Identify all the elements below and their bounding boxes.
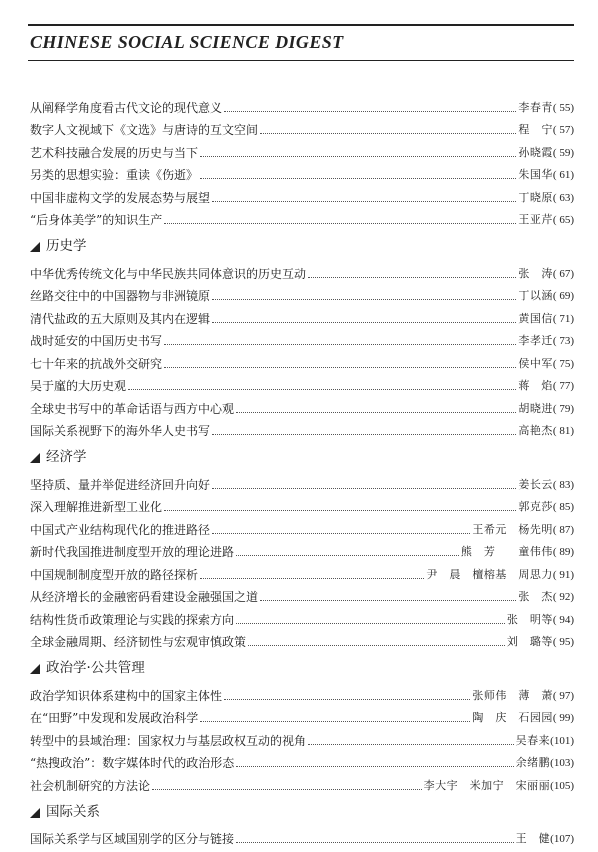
toc-entry[interactable]	[30, 627, 574, 650]
entry-page-number: ( 99)	[552, 712, 574, 724]
entry-page-number: (101)	[550, 734, 574, 747]
dot-leader	[164, 222, 516, 224]
section-heading	[30, 227, 574, 258]
toc-entry[interactable]	[30, 492, 574, 515]
dot-leader	[152, 788, 422, 790]
toc-entry[interactable]	[30, 537, 574, 560]
dot-leader	[236, 411, 516, 413]
dot-leader	[224, 698, 470, 700]
dot-leader	[236, 554, 459, 556]
entry-title: 丝路交往中的中国器物与非洲镜原	[30, 289, 211, 303]
entry-page-number: ( 67)	[552, 267, 574, 280]
toc-entry[interactable]	[30, 393, 574, 416]
entry-author: 余绪鹏	[515, 756, 551, 769]
toc-entry[interactable]	[30, 92, 574, 115]
entry-title: “热搜政治”：数字媒体时代的政治形态	[30, 756, 235, 770]
entry-author: 刘 璐等	[506, 635, 553, 648]
entry-author: 张师伟 薄 萧	[472, 688, 553, 702]
dot-leader	[248, 644, 505, 646]
dot-leader	[212, 532, 470, 534]
entry-author: 丁以涵	[518, 289, 553, 302]
dot-leader	[224, 110, 516, 112]
dot-leader	[200, 720, 470, 722]
toc-entry[interactable]	[30, 348, 574, 371]
entry-title: 结构性货币政策理论与实践的探索方向	[30, 612, 235, 627]
dot-leader	[212, 487, 516, 489]
entry-title: 战时延安的中国历史书写	[30, 334, 163, 348]
entry-title: 艺术科技融合发展的历史与当下	[30, 145, 199, 160]
entry-author: 姜长云	[518, 477, 553, 491]
dot-leader	[212, 200, 516, 202]
entry-page-number: ( 71)	[552, 312, 574, 325]
toc-entry[interactable]	[30, 559, 574, 582]
dot-leader	[200, 177, 516, 179]
toc-entry[interactable]	[30, 303, 574, 326]
entry-title: 转型中的县域治理：国家权力与基层政权互动的视角	[30, 733, 307, 748]
entry-page-number: (103)	[550, 757, 574, 769]
toc-entry[interactable]	[30, 137, 574, 160]
triangle-marker-icon	[30, 242, 40, 252]
toc-entry[interactable]	[30, 182, 574, 205]
triangle-marker-icon	[30, 808, 40, 818]
entry-page-number: ( 92)	[552, 591, 574, 603]
entry-page-number: ( 81)	[552, 425, 574, 437]
entry-title: 数字人文视域下《文选》与唐诗的互文空间	[30, 123, 259, 137]
toc-entry[interactable]	[30, 680, 574, 703]
entry-page-number: ( 83)	[552, 478, 574, 491]
table-of-contents	[30, 92, 574, 846]
entry-author: 张 杰	[518, 590, 553, 603]
entry-title: 坚持质、量并举促进经济回升向好	[30, 477, 211, 492]
section-heading	[30, 438, 574, 469]
entry-page-number: ( 79)	[552, 402, 574, 415]
entry-author: 陶 庆 石园园	[472, 711, 553, 724]
entry-page-number: ( 69)	[552, 290, 574, 302]
dot-leader	[164, 509, 516, 511]
entry-author: 熊 芳 童伟伟	[460, 545, 553, 558]
toc-entry[interactable]	[30, 326, 574, 349]
dot-leader	[212, 298, 516, 300]
entry-author: 侯中军	[518, 356, 553, 370]
entry-title: 中国规制制度型开放的路径探析	[30, 567, 199, 582]
dot-leader	[236, 622, 505, 624]
entry-page-number: ( 55)	[552, 101, 574, 114]
entry-page-number: ( 75)	[552, 357, 574, 370]
entry-title: 另类的思想实验：重读《伤逝》	[30, 168, 199, 182]
entry-author: 黄国信	[518, 311, 553, 325]
entry-title: 从经济增长的金融密码看建设金融强国之道	[30, 590, 259, 604]
entry-title: 清代盐政的五大原则及其内在逻辑	[30, 311, 211, 326]
dot-leader	[212, 433, 516, 435]
entry-author: 张 明等	[506, 612, 553, 626]
entry-title: 在“田野”中发现和发展政治科学	[30, 711, 199, 725]
entry-page-number: ( 87)	[552, 523, 574, 536]
entry-title: 中国式产业结构现代化的推进路径	[30, 522, 211, 537]
entry-page-number: ( 63)	[552, 191, 574, 204]
section-heading-label: 历史学	[46, 238, 87, 254]
entry-author: 胡晓进	[518, 401, 553, 415]
section-heading-label: 经济学	[46, 449, 87, 465]
dot-leader	[308, 743, 514, 745]
entry-author: 李孝迁	[518, 334, 553, 347]
entry-title: 中华优秀传统文化与中华民族共同体意识的历史互动	[30, 266, 307, 281]
triangle-marker-icon	[30, 453, 40, 463]
toc-entry[interactable]	[30, 582, 574, 605]
toc-entry[interactable]	[30, 770, 574, 793]
entry-page-number: (105)	[550, 779, 574, 792]
entry-page-number: ( 57)	[552, 124, 574, 136]
entry-title: 国际关系视野下的海外华人史书写	[30, 424, 211, 438]
dot-leader	[236, 765, 513, 767]
toc-entry[interactable]	[30, 824, 574, 847]
entry-author: 王亚芹	[518, 213, 553, 226]
entry-title: 中国非虚构文学的发展态势与展望	[30, 190, 211, 205]
entry-page-number: ( 91)	[552, 568, 574, 581]
entry-title: 七十年来的抗战外交研究	[30, 356, 163, 371]
journal-title: CHINESE SOCIAL SCIENCE DIGEST	[30, 32, 344, 52]
entry-title: 从阐释学角度看古代文论的现代意义	[30, 100, 223, 115]
entry-author: 张 涛	[518, 266, 553, 280]
entry-title: 国际关系学与区域国别学的区分与链接	[30, 832, 235, 846]
toc-entry[interactable]	[30, 748, 574, 771]
toc-entry[interactable]	[30, 469, 574, 492]
dot-leader	[260, 599, 516, 601]
entry-author: 高艳杰	[518, 424, 553, 437]
section-heading	[30, 649, 574, 680]
toc-entry[interactable]	[30, 703, 574, 726]
header-top-rule	[28, 24, 574, 26]
entry-author: 朱国华	[518, 168, 553, 181]
section-heading-label: 政治学·公共管理	[46, 660, 145, 676]
entry-page-number: ( 73)	[552, 335, 574, 347]
dot-leader	[308, 276, 516, 278]
entry-page-number: ( 94)	[552, 613, 574, 626]
dot-leader	[164, 366, 516, 368]
entry-author: 丁晓原	[518, 190, 553, 204]
toc-entry[interactable]	[30, 281, 574, 304]
entry-title: 全球史书写中的革命话语与西方中心观	[30, 401, 235, 416]
dot-leader	[164, 343, 516, 345]
toc-entry[interactable]	[30, 604, 574, 627]
entry-page-number: ( 77)	[552, 380, 574, 392]
entry-title: “后身体美学”的知识生产	[30, 213, 163, 227]
entry-author: 程 宁	[518, 123, 553, 136]
entry-page-number: ( 89)	[552, 546, 574, 558]
toc-entry[interactable]	[30, 371, 574, 394]
entry-title: 全球金融周期、经济韧性与宏观审慎政策	[30, 635, 247, 649]
dot-leader	[260, 132, 516, 134]
toc-entry[interactable]	[30, 160, 574, 183]
dot-leader	[200, 577, 424, 579]
entry-title: 新时代我国推进制度型开放的理论进路	[30, 545, 235, 559]
entry-page-number: ( 85)	[552, 501, 574, 513]
toc-entry[interactable]	[30, 205, 574, 228]
entry-page-number: ( 65)	[552, 214, 574, 226]
entry-author: 尹 晨 檀榕基 周思力	[426, 567, 553, 581]
entry-page-number: (107)	[550, 833, 574, 845]
toc-entry[interactable]	[30, 725, 574, 748]
entry-title: 吴于廑的大历史观	[30, 379, 127, 393]
toc-entry[interactable]	[30, 416, 574, 439]
entry-author: 李大宇 米加宁 宋丽丽	[423, 778, 551, 792]
entry-title: 社会机制研究的方法论	[30, 778, 151, 793]
dot-leader	[236, 841, 514, 843]
entry-page-number: ( 59)	[552, 146, 574, 159]
dot-leader	[212, 321, 516, 323]
dot-leader	[200, 155, 516, 157]
entry-page-number: ( 61)	[552, 169, 574, 181]
entry-author: 郭克莎	[518, 500, 553, 513]
entry-page-number: ( 97)	[552, 689, 574, 702]
header-rule	[28, 60, 574, 61]
entry-author: 王希元 杨先明	[472, 522, 553, 536]
entry-author: 蒋 焰	[518, 379, 553, 392]
entry-author: 王 健	[515, 832, 551, 845]
entry-title: 政治学知识体系建构中的国家主体性	[30, 688, 223, 703]
toc-entry[interactable]	[30, 514, 574, 537]
toc-entry[interactable]	[30, 115, 574, 138]
toc-entry[interactable]	[30, 258, 574, 281]
entry-author: 吴春来	[515, 733, 551, 747]
dot-leader	[128, 388, 516, 390]
entry-page-number: ( 95)	[552, 636, 574, 648]
entry-author: 孙晓霞	[518, 145, 553, 159]
entry-author: 李春青	[518, 100, 553, 114]
section-heading-label: 国际关系	[46, 803, 100, 820]
entry-title: 深入理解推进新型工业化	[30, 500, 163, 514]
triangle-marker-icon	[30, 664, 40, 674]
section-heading	[30, 793, 574, 824]
